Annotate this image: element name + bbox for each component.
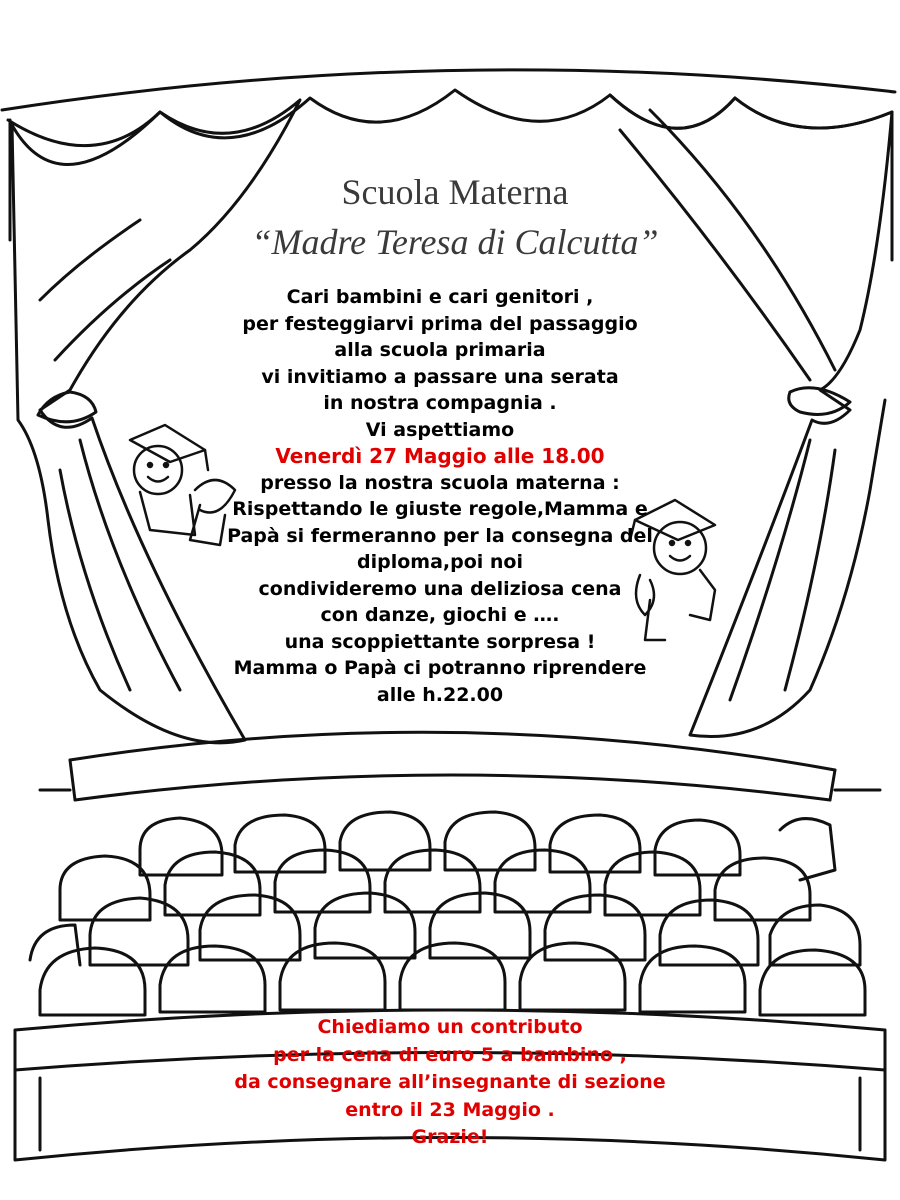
footer-line: entro il 23 Maggio . [345, 1098, 555, 1121]
message-line: Papà si fermeranno per la consegna del [227, 524, 653, 547]
message-line: vi invitiamo a passare una serata [261, 365, 619, 388]
invitation-message [210, 284, 670, 708]
message-line: presso la nostra scuola materna : [260, 471, 620, 494]
footer-line: da consegnare all’insegnante di sezione [234, 1071, 666, 1093]
message-line: condivideremo una deliziosa cena [258, 577, 622, 600]
pickup-time: alle h.22.00 [376, 683, 504, 706]
thanks-line: Grazie! [411, 1126, 489, 1148]
message-line: una scoppiettante sorpresa ! [284, 630, 596, 653]
footer-line: per la cena di euro 5 a bambino , [273, 1043, 627, 1066]
message-line: Mamma o Papà ci potranno riprendere [233, 657, 647, 679]
message-line: in nostra compagnia . [323, 392, 557, 414]
message-line: Vi aspettiamo [365, 418, 515, 441]
message-line: alla scuola primaria [334, 339, 546, 361]
message-line: diploma,poi noi [357, 551, 523, 573]
message-line: Cari bambini e cari genitori , [286, 286, 594, 308]
theater-seats [30, 812, 865, 1015]
school-name: Scuola Materna [341, 172, 569, 212]
message-line: per festeggiarvi prima del passaggio [242, 312, 638, 335]
valance-scallops [8, 90, 892, 146]
contribution-note [180, 1014, 720, 1152]
footer-line: Chiediamo un contributo [317, 1016, 583, 1038]
message-line: con danze, giochi e …. [320, 604, 560, 626]
event-date: Venerdì 27 Maggio alle 18.00 [275, 444, 605, 468]
stage-arch [2, 70, 895, 110]
message-line: Rispettando le giuste regole,Mamma e [232, 498, 648, 520]
school-patron: “Madre Teresa di Calcutta” [251, 222, 659, 262]
